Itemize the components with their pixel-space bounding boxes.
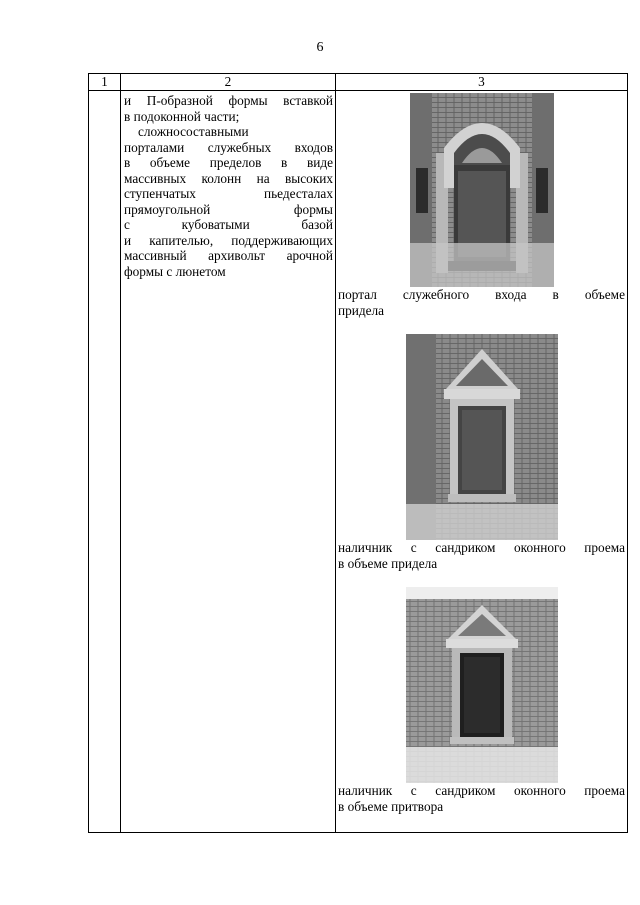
description-line: в подоконной части; [124,108,240,124]
description-line: ступенчатых пьедесталах [124,186,333,201]
header-col-3: 3 [336,74,628,91]
window-surround-photo [406,587,558,783]
caption-line: портал служебного входа в объеме [338,287,625,302]
description-line: прямоугольной формы [124,201,333,217]
caption-line: в объеме притвора [338,798,444,814]
description-line: массивных колонн на высоких [124,170,333,186]
description-line: порталами служебных входов [124,139,333,155]
table-row [89,91,628,833]
figure-caption [338,783,625,814]
row-number-cell [89,91,121,833]
header-col-1: 1 [89,74,121,91]
description-line: в объеме пределов в виде [124,155,333,170]
caption-line: придела [338,302,385,318]
description-line: с кубоватыми базой [124,217,333,232]
description-line: и капителью, поддерживающих [124,232,333,248]
caption-line: в объеме придела [338,555,438,571]
figure-caption [338,540,625,571]
header-col-2: 2 [121,74,336,91]
description-line: сложносоставными [138,124,249,139]
page-number: 6 [316,40,324,55]
description-line: формы с люнетом [124,263,226,279]
description-line: и П-образной формы вставкой [124,93,333,108]
table-header-row [89,74,628,91]
caption-line: наличник с сандриком оконного проема [338,540,625,555]
description-cell [121,91,336,833]
caption-line: наличник с сандриком оконного проема [338,783,625,798]
description-line: массивный архивольт арочной [124,248,333,263]
figure-caption [338,287,625,318]
portal-photo [410,93,554,287]
photos-cell [336,91,628,833]
window-surround-photo [406,334,558,540]
description-table [88,73,628,833]
